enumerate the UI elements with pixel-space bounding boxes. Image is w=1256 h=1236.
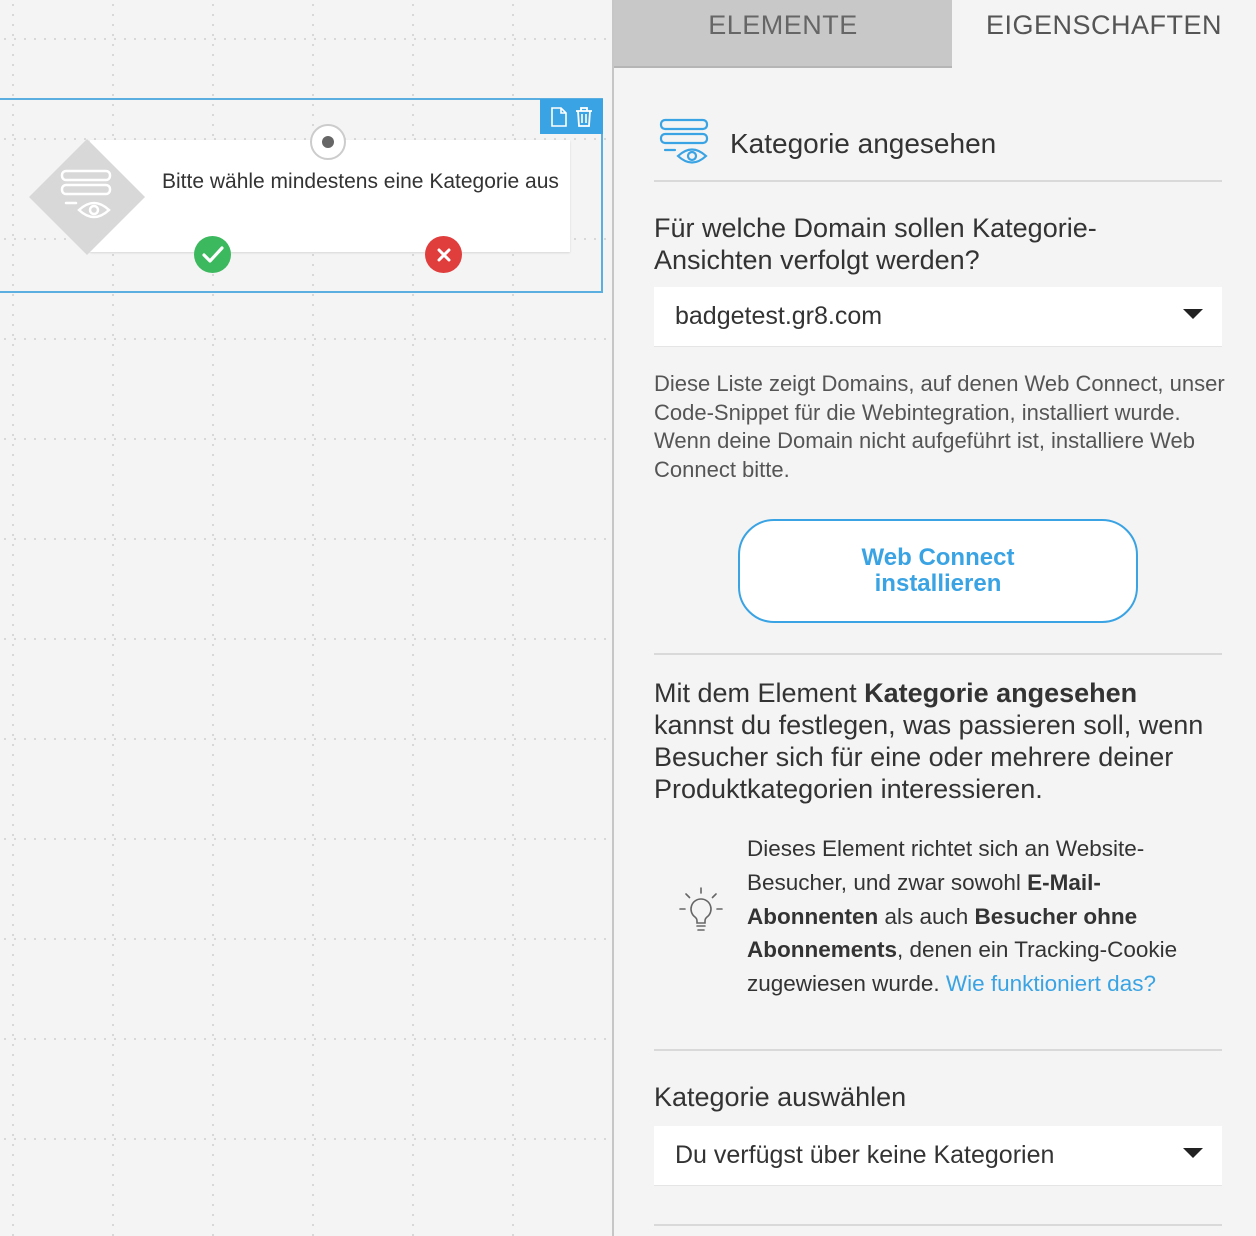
no-output-port[interactable]: [425, 236, 462, 273]
panel-header: [654, 110, 1222, 182]
divider: [654, 1224, 1222, 1226]
info-tip: Dieses Element richtet sich an Website-Besucher, und zwar sowohl E-Mail-Abonnenten als auch Besucher ohne Abonnements, denen ein Tracking-Cookie zugewiesen wurde. Wie funktioniert das?: [747, 836, 1178, 997]
category-label: Kategorie auswählen: [654, 1082, 907, 1112]
tab-elemente[interactable]: ELEMENTE: [614, 0, 952, 68]
panel-tabs: [614, 0, 1256, 68]
install-web-connect-button[interactable]: [738, 519, 1138, 623]
how-it-works-link[interactable]: Wie funktioniert das?: [945, 971, 1156, 997]
element-description: Mit dem Element Kategorie angesehen kannst du festlegen, was passieren soll, wenn Besucher sich für eine oder mehrere deiner Produktkategorien interessieren.: [654, 678, 1204, 804]
x-icon: [437, 248, 451, 262]
category-viewed-node-icon: [29, 139, 145, 255]
port-dot: [322, 136, 334, 148]
domain-select-value: badgetest.gr8.com: [675, 302, 883, 330]
chevron-down-icon: [1183, 1148, 1203, 1158]
yes-output-port[interactable]: [194, 236, 231, 273]
trash-icon[interactable]: [573, 105, 595, 129]
category-viewed-icon: [658, 114, 714, 170]
category-select[interactable]: [654, 1126, 1222, 1186]
check-icon: [202, 246, 224, 264]
domain-select[interactable]: [654, 287, 1222, 347]
workflow-canvas[interactable]: [0, 0, 612, 1236]
category-select-value: Du verfügst über keine Kategorien: [675, 1141, 1055, 1169]
copy-icon[interactable]: [548, 105, 570, 129]
divider: [654, 1049, 1222, 1051]
tab-eigenschaften[interactable]: EIGENSCHAFTEN: [985, 10, 1223, 40]
lightbulb-icon: [678, 884, 724, 934]
chevron-down-icon: [1183, 309, 1203, 319]
input-port[interactable]: [310, 124, 346, 160]
domain-help-text: Diese Liste zeigt Domains, auf denen Web Connect, unser Code-Snippet für die Webintegration, installiert wurde. Wenn deine Domain nicht aufgeführt ist, installiere Web Connect bitte.: [654, 371, 1225, 482]
node-toolbar: [540, 99, 603, 134]
properties-panel: [614, 0, 1256, 1236]
node-message: Bitte wähle mindestens eine Kategorie aus: [162, 170, 559, 193]
install-web-connect-label: Web Connect installieren: [861, 544, 1015, 597]
divider: [654, 653, 1222, 655]
panel-title: Kategorie angesehen: [730, 128, 997, 159]
domain-question: Für welche Domain sollen Kategorie-Ansichten verfolgt werden?: [654, 213, 1097, 275]
